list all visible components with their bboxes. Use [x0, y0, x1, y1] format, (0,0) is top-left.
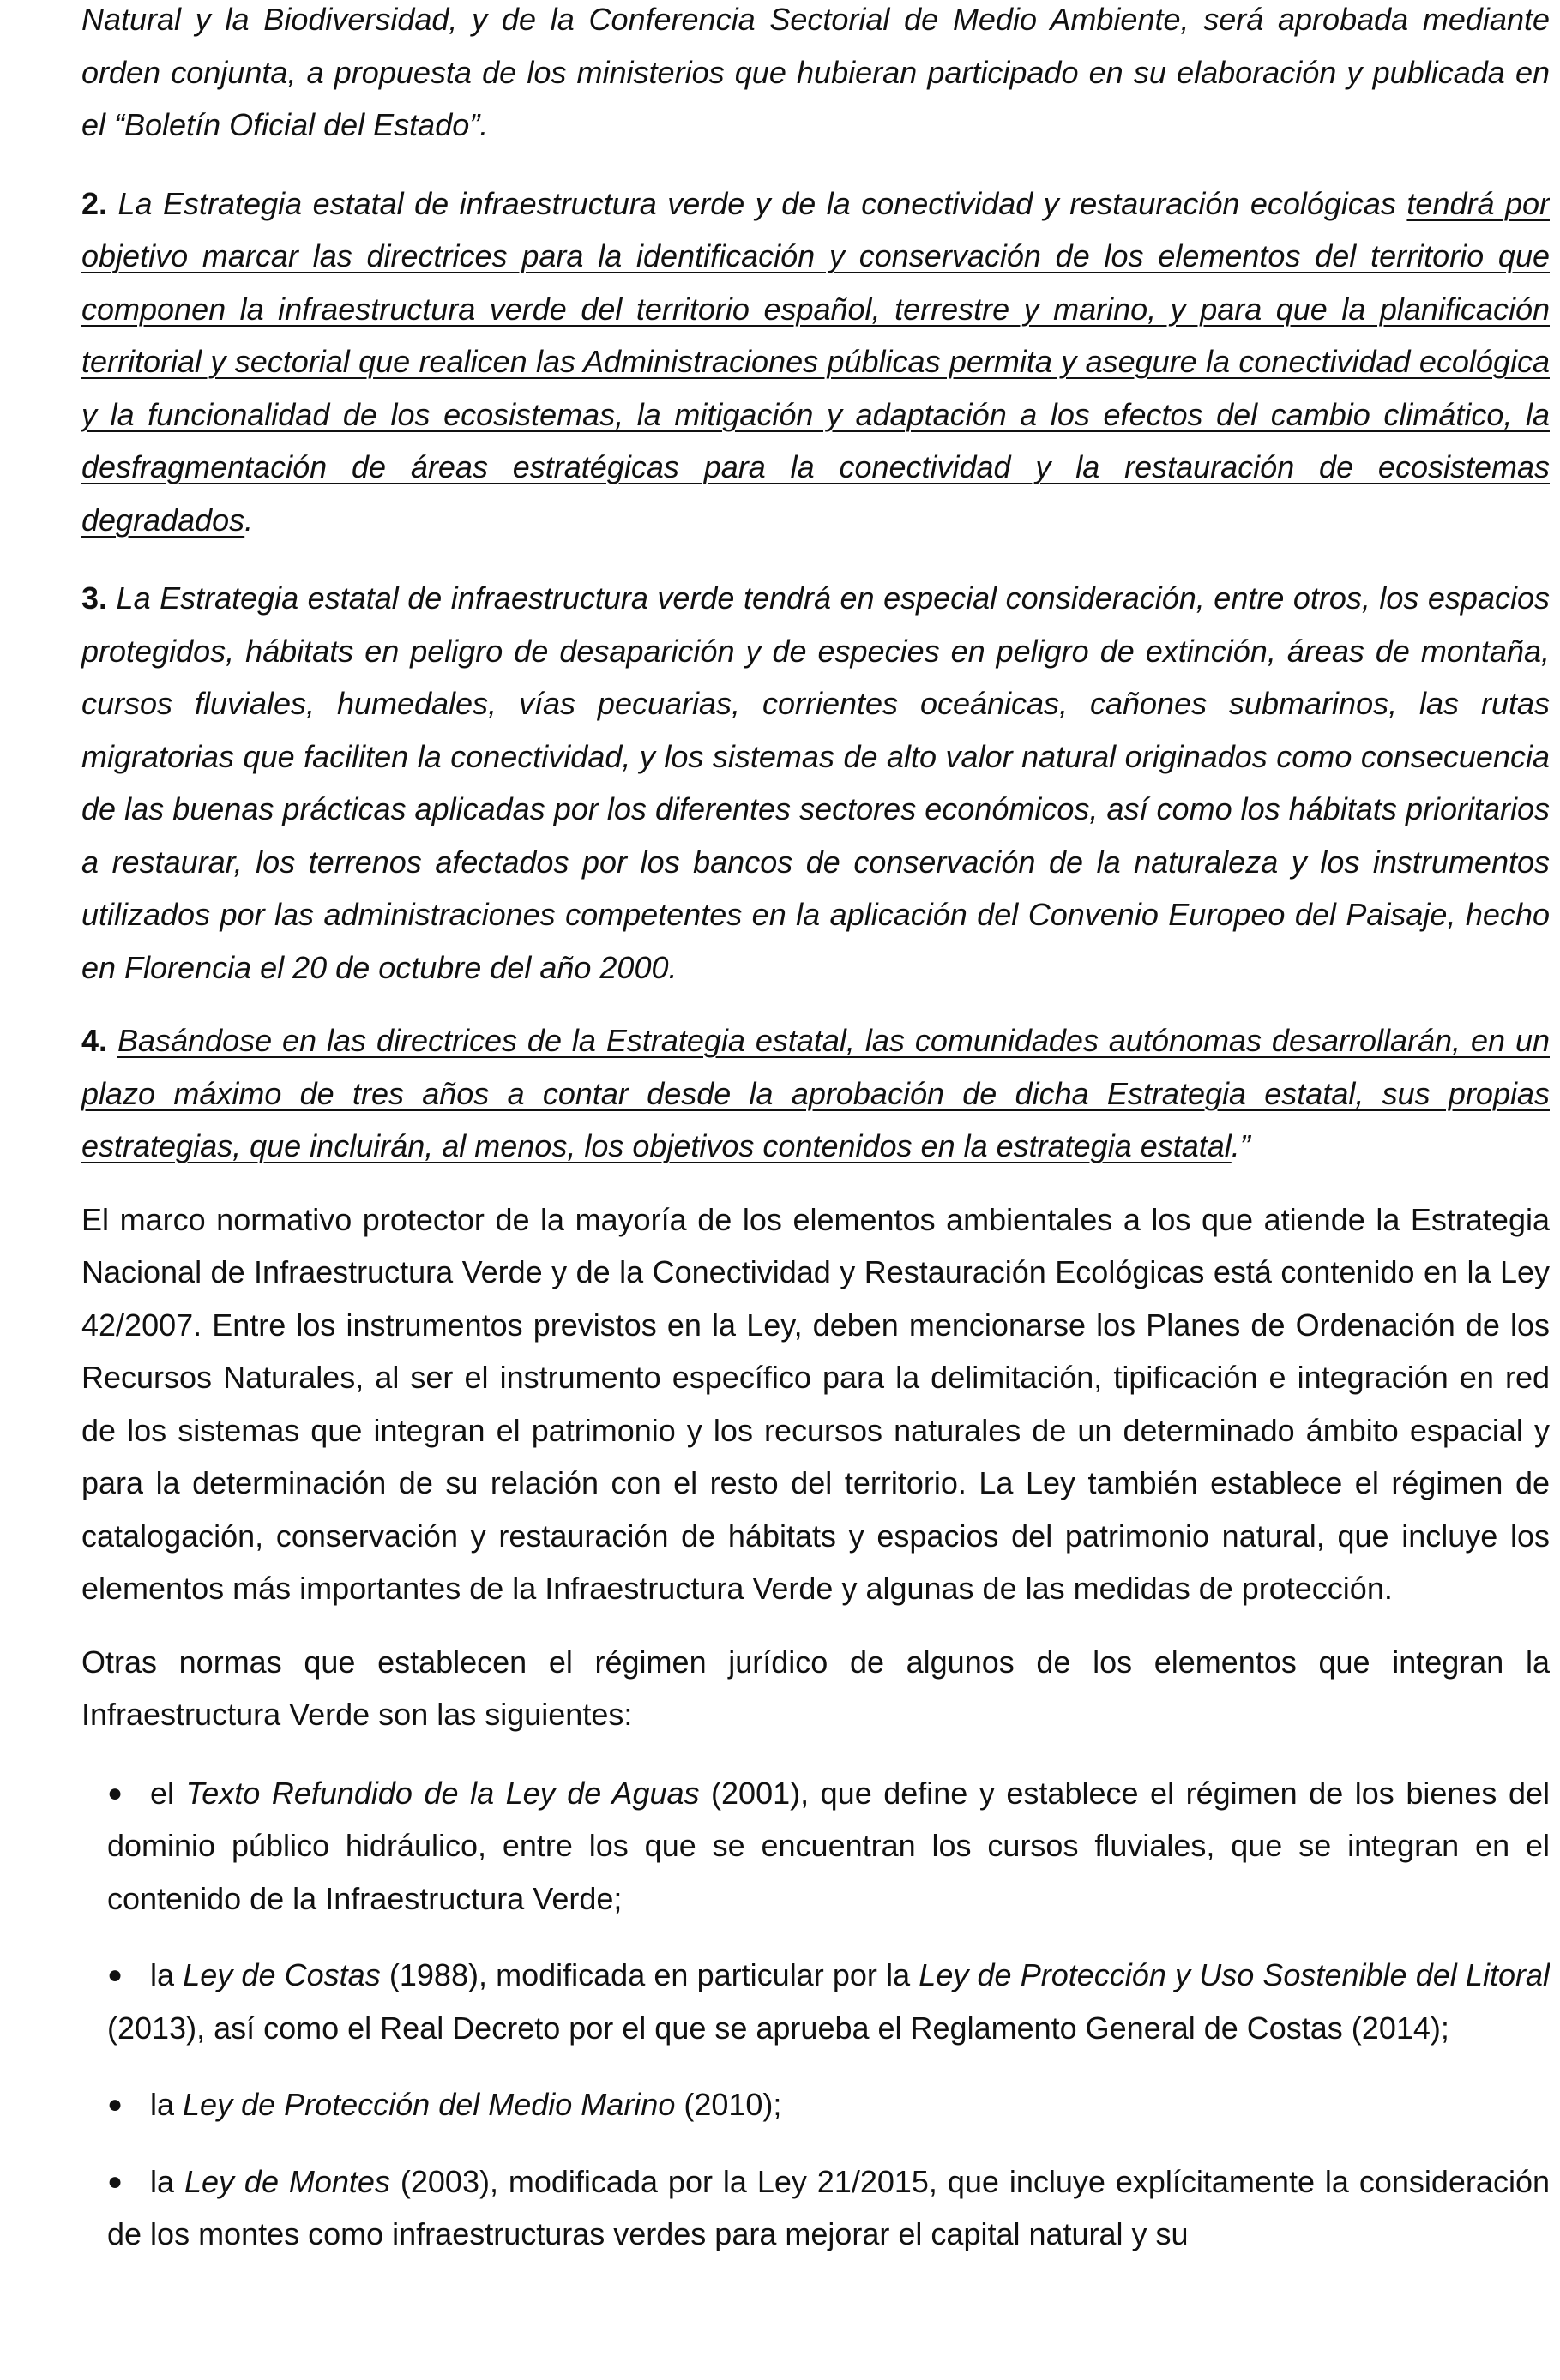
list-item [81, 2155, 1550, 2261]
list-item-text: el [150, 1775, 186, 1811]
bullet-icon: ● [107, 2090, 123, 2119]
item-2-trail: . [244, 502, 254, 538]
item-2-underlined: tendrá por objetivo marcar las directrices para la identificación y conservación de los elementos del territorio que componen la infraestructura verde del territorio español, terrestre y marino, y para que la planificación territorial y sectorial que realicen las Administraciones públicas permita y asegure la conectividad ecológica y la funcionalidad de los ecosistemas, la mitigación y adaptación a los efectos del cambio climático, la desfragmentación de áreas estratégicas para la conectividad y la restauración de ecosistemas degradados [81, 185, 1550, 538]
law-title: Ley de Costas [183, 1957, 381, 1992]
law-title: Ley de Protección y Uso Sostenible del Litoral [919, 1957, 1550, 1992]
list-item-text: la [150, 1957, 184, 1992]
list-item [81, 2078, 1550, 2131]
intro-paragraph: Natural y la Biodiversidad, y de la Conferencia Sectorial de Medio Ambiente, será aprobada mediante orden conjunta, a propuesta de los ministerios que hubieran participado en su elaboración y publicada en el “Boletín Oficial del Estado”. [81, 2, 1550, 142]
bullet-icon: ● [107, 2167, 123, 2196]
list-item-text: (1988), modificada en particular por la [380, 1957, 919, 1992]
item-2-lead: La Estrategia estatal de infraestructura verde y de la conectividad y restauración ecológicas [117, 185, 1407, 221]
list-item-text: la [150, 2087, 184, 2122]
body-paragraph-1: El marco normativo protector de la mayoría de los elementos ambientales a los que atiende la Estrategia Nacional de Infraestructura Verde y de la Conectividad y Restauración Ecológicas está contenido en la Ley 42/2007. Entre los instrumentos previstos en la Ley, deben mencionarse los Planes de Ordenación de los Recursos Naturales, al ser el instrumento específico para la delimitación, tipificación e integración en red de los sistemas que integran el patrimonio y los recursos naturales de un determinado ámbito espacial y para la determinación de su relación con el resto del territorio. La Ley también establece el régimen de catalogación, conservación y restauración de hábitats y espacios del patrimonio natural, que incluye los elementos más importantes de la Infraestructura Verde y algunas de las medidas de protección. [81, 1201, 1550, 1606]
body-paragraph-2: Otras normas que establecen el régimen jurídico de algunos de los elementos que integran la Infraestructura Verde son las siguientes: [81, 1644, 1550, 1732]
list-item [81, 1949, 1550, 2054]
norms-list [81, 1767, 1550, 2261]
item-4-number: 4. [81, 1023, 108, 1058]
item-4-paragraph [81, 1014, 1550, 1173]
document-page [81, 0, 1550, 2380]
list-item [81, 1767, 1550, 1926]
law-title: Ley de Montes [184, 2163, 390, 2199]
list-item-text: (2001), que define y establece el régimen de los bienes del dominio público hidráulico, entre los que se encuentran los cursos fluviales, que se integran en el contenido de la Infraestructura Verde; [107, 1775, 1550, 1916]
item-4-underlined: Basándose en las directrices de la Estrategia estatal, las comunidades autónomas desarrollarán, en un plazo máximo de tres años a contar desde la aprobación de dicha Estrategia estatal, sus propias estrategias, que incluirán, al menos, los objetivos contenidos en la estrategia estatal [81, 1023, 1550, 1163]
item-3-number: 3. [81, 580, 108, 616]
list-item-text: la [150, 2163, 184, 2199]
law-title: Ley de Protección del Medio Marino [183, 2087, 676, 2122]
item-2-paragraph [81, 177, 1550, 547]
list-item-text: (2010); [675, 2087, 782, 2122]
item-3-text: La Estrategia estatal de infraestructura verde tendrá en especial consideración, entre otros, los espacios protegidos, hábitats en peligro de desaparición y de especies en peligro de extinción, áreas de montaña, cursos fluviales, humedales, vías pecuarias, corrientes oceánicas, cañones submarinos, las rutas migratorias que faciliten la conectividad, y los sistemas de alto valor natural originados como consecuencia de las buenas prácticas aplicadas por los diferentes sectores económicos, así como los hábitats prioritarios a restaurar, los terrenos afectados por los bancos de conservación de la naturaleza y los instrumentos utilizados por las administraciones competentes en la aplicación del Convenio Europeo del Paisaje, hecho en Florencia el 20 de octubre del año 2000. [81, 580, 1550, 985]
list-item-text: (2003), modificada por la Ley 21/2015, que incluye explícitamente la consideración de los montes como infraestructuras verdes para mejorar el capital natural y su [107, 2163, 1550, 2251]
item-4-trail: .” [1231, 1128, 1250, 1163]
item-3-paragraph [81, 572, 1550, 994]
item-2-number: 2. [81, 185, 108, 221]
bullet-icon: ● [107, 1961, 123, 1989]
list-item-text: (2013), así como el Real Decreto por el que se aprueba el Reglamento General de Costas (2014); [107, 2010, 1449, 2046]
bullet-icon: ● [107, 1778, 123, 1807]
law-title: Texto Refundido de la Ley de Aguas [185, 1775, 700, 1811]
